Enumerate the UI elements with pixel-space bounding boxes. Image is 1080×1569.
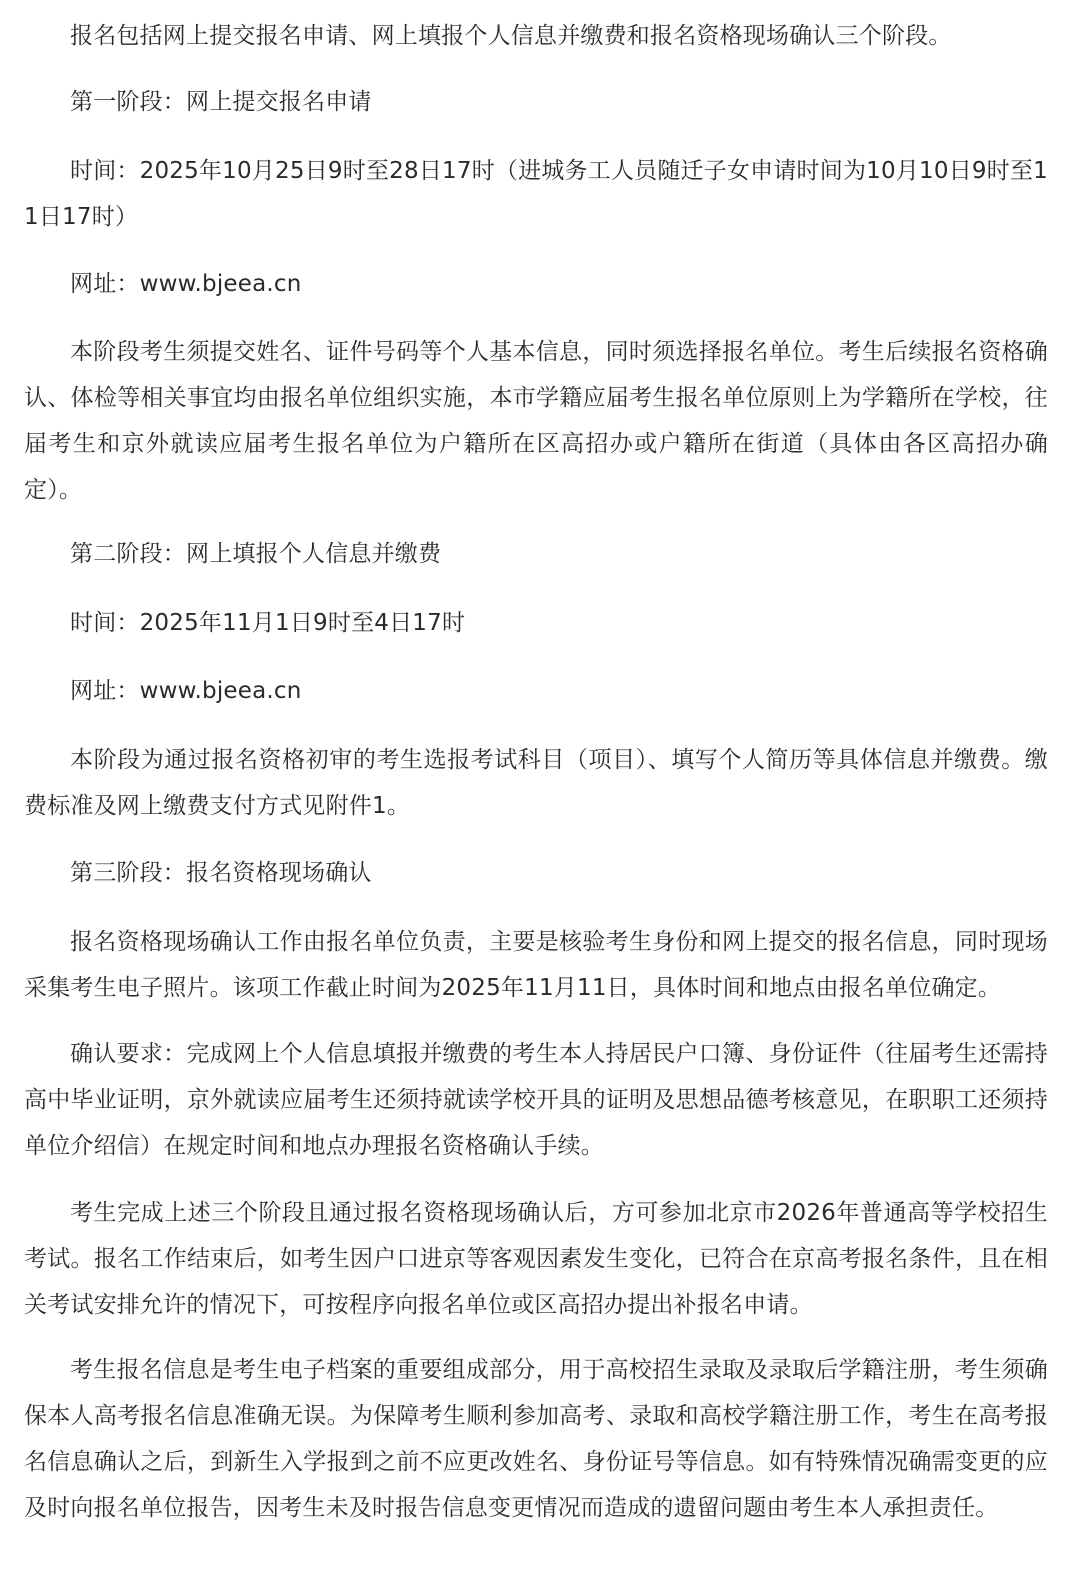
stage-two-heading: 第二阶段：网上填报个人信息并缴费 bbox=[70, 541, 442, 567]
stage-one-description: 本阶段考生须提交姓名、证件号码等个人基本信息，同时须选择报名单位。考生后续报名资格确认、体检等相关事宜均由报名单位组织实施，本市学籍应届考生报名单位原则上为学籍所在学校，往届考生和京外就读应届考生报名单位为户籍所在区高招办或户籍所在街道（具体由各区高招办确定）。 bbox=[24, 339, 1048, 503]
stage-two-time: 时间：2025年11月1日9时至4日17时 bbox=[70, 610, 466, 636]
post-registration-note: 考生完成上述三个阶段且通过报名资格现场确认后，方可参加北京市2026年普通高等学校招生考试。报名工作结束后，如考生因户口进京等客观因素发生变化，已符合在京高考报名条件，且在相关考试安排允许的情况下，可按程序向报名单位或区高招办提出补报名申请。 bbox=[24, 1200, 1048, 1318]
stage-three-description: 报名资格现场确认工作由报名单位负责，主要是核验考生身份和网上提交的报名信息，同时现场采集考生电子照片。该项工作截止时间为2025年11月11日，具体时间和地点由报名单位确定。 bbox=[24, 929, 1048, 1001]
stage-three-heading: 第三阶段：报名资格现场确认 bbox=[70, 860, 372, 886]
stage-one-url: 网址：www.bjeea.cn bbox=[70, 271, 302, 297]
confirmation-requirements: 确认要求：完成网上个人信息填报并缴费的考生本人持居民户口簿、身份证件（往届考生还需持高中毕业证明，京外就读应届考生还须持就读学校开具的证明及思想品德考核意见，在职职工还须持单位介绍信）在规定时间和地点办理报名资格确认手续。 bbox=[24, 1041, 1048, 1159]
stage-one-heading: 第一阶段：网上提交报名申请 bbox=[70, 89, 372, 115]
stage-one-time: 时间：2025年10月25日9时至28日17时（进城务工人员随迁子女申请时间为10月10日9时至11日17时） bbox=[24, 158, 1048, 230]
information-accuracy-note: 考生报名信息是考生电子档案的重要组成部分，用于高校招生录取及录取后学籍注册，考生须确保本人高考报名信息准确无误。为保障考生顺利参加高考、录取和高校学籍注册工作，考生在高考报名信息确认之后，到新生入学报到之前不应更改姓名、身份证号等信息。如有特殊情况确需变更的应及时向报名单位报告，因考生未及时报告信息变更情况而造成的遗留问题由考生本人承担责任。 bbox=[24, 1357, 1048, 1521]
stage-two-url: 网址：www.bjeea.cn bbox=[70, 678, 302, 704]
stage-two-description: 本阶段为通过报名资格初审的考生选报考试科目（项目）、填写个人简历等具体信息并缴费。缴费标准及网上缴费支付方式见附件1。 bbox=[24, 747, 1048, 819]
intro-paragraph: 报名包括网上提交报名申请、网上填报个人信息并缴费和报名资格现场确认三个阶段。 bbox=[70, 23, 952, 49]
